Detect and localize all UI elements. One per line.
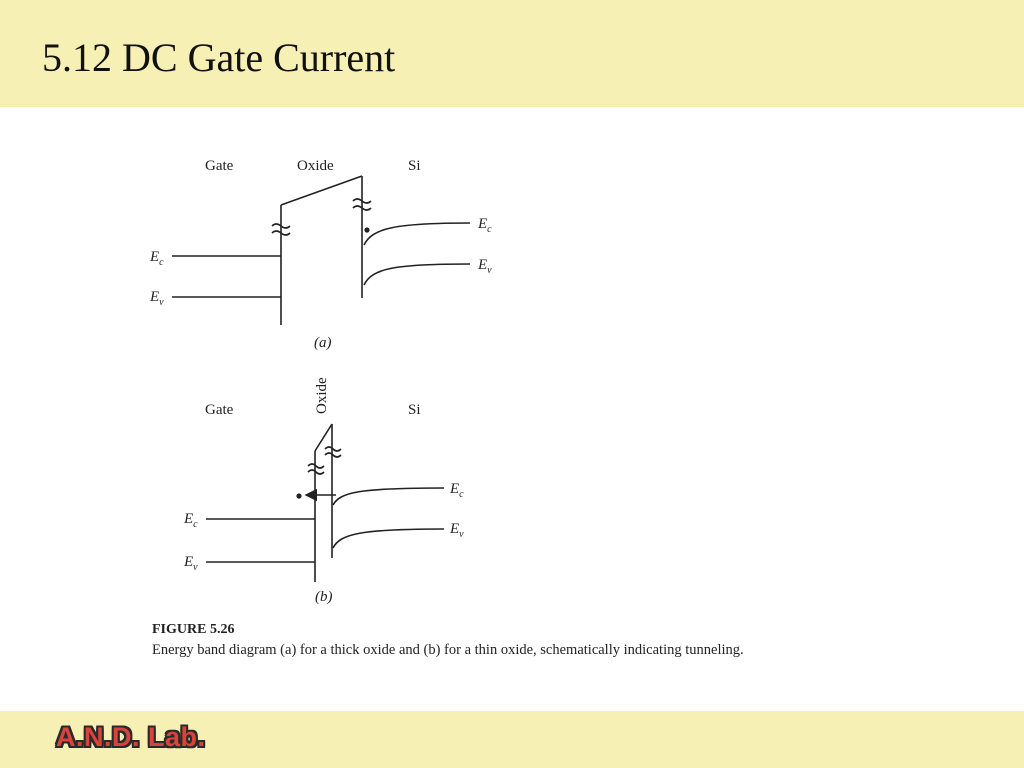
panel-a-si-ec-curve	[364, 223, 470, 245]
panel-a-si-ev-curve	[364, 264, 470, 285]
panel-a	[149, 158, 492, 351]
panel-a-ev-left-label: $E_v$	[150, 289, 164, 308]
panel-b-ec-left-label: $E_c$	[184, 511, 198, 530]
panel-b-si-ec-curve	[333, 488, 444, 505]
panel-b-break-mark-right	[325, 447, 341, 457]
panel-b-caption: (b)	[315, 589, 333, 605]
panel-a-ev-right-label: $E_v$	[478, 257, 492, 276]
panel-a-ec-right-label: $E_c$	[478, 216, 492, 235]
panel-a-ec-left-label: $E_c$	[150, 249, 164, 268]
panel-b-electron-dot	[296, 493, 301, 498]
panel-a-electron-dot	[364, 227, 369, 232]
slide-title: 5.12 DC Gate Current	[42, 35, 396, 80]
panel-a-si-label: Si	[408, 158, 421, 174]
panel-b-gate-label: Gate	[205, 402, 234, 418]
panel-b-ev-left-label: $E_v$	[184, 554, 198, 573]
panel-b-ev-right-label: $E_v$	[450, 521, 464, 540]
panel-a-oxide-conduction-edge	[281, 176, 362, 205]
panel-b-ec-right-label: $E_c$	[450, 481, 464, 500]
panel-b-si-ev-curve	[333, 529, 444, 548]
panel-b	[183, 377, 464, 605]
panel-a-gate-label: Gate	[205, 158, 234, 174]
lab-logo: A.N.D. Lab.	[56, 722, 206, 752]
panel-b-si-label: Si	[408, 402, 421, 418]
panel-b-break-mark-left	[308, 464, 324, 474]
panel-b-oxide-label: Oxide	[314, 377, 330, 414]
figure-caption-title: FIGURE 5.26	[152, 622, 235, 637]
panel-a-oxide-label: Oxide	[297, 158, 334, 174]
figure-caption-text: Energy band diagram (a) for a thick oxide and (b) for a thin oxide, schematically indicating tunneling.	[152, 642, 744, 658]
panel-a-caption: (a)	[314, 335, 332, 351]
